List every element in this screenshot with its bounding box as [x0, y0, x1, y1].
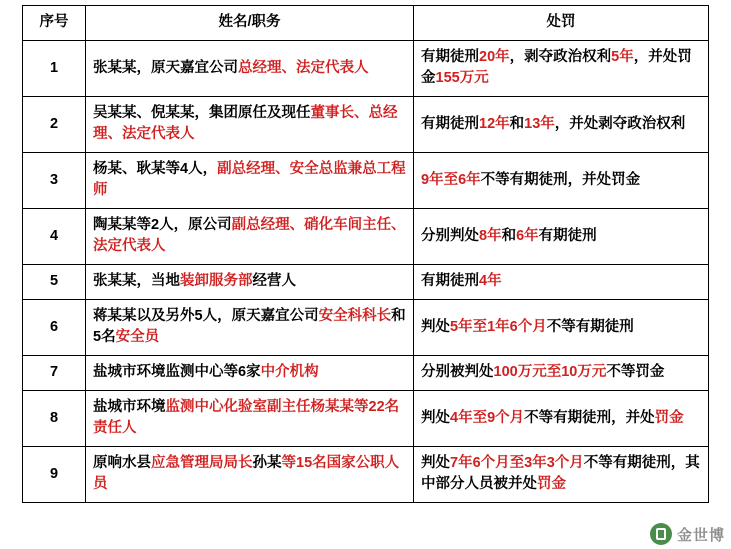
pen-segment: 判处 [421, 318, 450, 335]
row-penalty [414, 153, 709, 209]
row-index: 1 [23, 41, 86, 97]
name-segment: 等15名国家公职人员 [93, 455, 400, 493]
pen-segment: 和 [509, 115, 525, 132]
pen-segment: 5年至1年6个月 [450, 318, 547, 335]
pen-segment: 判处 [421, 409, 450, 426]
table-body [23, 41, 709, 503]
name-segment: 盐城市环境 [93, 399, 166, 416]
row-index: 6 [23, 300, 86, 356]
column-header-name-position: 姓名/职务 [86, 6, 414, 41]
row-index: 4 [23, 209, 86, 265]
row-index: 5 [23, 265, 86, 300]
pen-segment: 不等罚金 [606, 364, 665, 381]
name-segment: 安全员 [115, 329, 160, 346]
pen-segment: 不等有期徒刑，并处罚金 [480, 171, 641, 188]
pen-segment: 6年 [516, 227, 539, 244]
pen-segment: ，并处剥夺政治权利 [554, 115, 686, 132]
pen-segment: 4年 [479, 273, 502, 290]
pen-segment: 分别判处 [421, 227, 479, 244]
table-row [23, 391, 709, 447]
table-row [23, 153, 709, 209]
book-icon [650, 523, 672, 545]
pen-segment: 罚金 [537, 476, 566, 493]
pen-segment: 7年6个月至3年3个月 [450, 455, 584, 472]
row-penalty [414, 265, 709, 300]
pen-segment: 不等有期徒刑，并处 [524, 409, 655, 426]
name-segment: 张某某，当地 [93, 273, 180, 290]
pen-segment: 9年至6年 [421, 171, 481, 188]
row-index: 9 [23, 447, 86, 503]
pen-segment: 判处 [421, 455, 450, 472]
name-segment: 盐城市环境监测中心等6家 [93, 364, 261, 381]
row-name-position [86, 356, 414, 391]
row-index: 2 [23, 97, 86, 153]
row-name-position [86, 97, 414, 153]
pen-segment: 有期徒刑 [421, 273, 479, 290]
pen-segment: 12年 [479, 115, 510, 132]
row-name-position [86, 447, 414, 503]
pen-segment: 100万元至10万元 [493, 364, 607, 381]
name-segment: 陶某某等2人，原公司 [93, 217, 232, 234]
table-row [23, 300, 709, 356]
column-header-index: 序号 [23, 6, 86, 41]
name-segment: 副总经理、安全总监兼总工程师 [93, 161, 406, 199]
name-segment: 总经理、法定代表人 [238, 59, 369, 76]
table-row [23, 41, 709, 97]
row-name-position [86, 41, 414, 97]
name-segment: 孙某 [252, 455, 282, 472]
row-name-position [86, 300, 414, 356]
pen-segment: 155万元 [435, 70, 489, 87]
row-penalty [414, 391, 709, 447]
table-header-row [23, 6, 709, 41]
row-penalty [414, 41, 709, 97]
pen-segment: 20年 [479, 49, 510, 66]
pen-segment: 有期徒刑 [538, 227, 597, 244]
row-penalty [414, 300, 709, 356]
row-penalty [414, 97, 709, 153]
name-segment: 张某某，原天嘉宜公司 [93, 59, 238, 76]
row-penalty [414, 447, 709, 503]
name-segment: 装卸服务部 [180, 273, 253, 290]
table-row [23, 447, 709, 503]
pen-segment: 13年 [524, 115, 555, 132]
penalty-table [22, 5, 709, 503]
name-segment: 董事长、总经理、法定代表人 [93, 105, 398, 143]
name-segment: 经营人 [252, 273, 296, 290]
name-segment: 和5名 [93, 308, 406, 346]
row-index: 7 [23, 356, 86, 391]
row-index: 3 [23, 153, 86, 209]
pen-segment: 分别被判处 [421, 364, 494, 381]
pen-segment: 5年 [611, 49, 634, 66]
penalty-table-container [22, 5, 708, 503]
name-segment: 杨某、耿某等4人， [93, 161, 218, 178]
table-row [23, 97, 709, 153]
row-index: 8 [23, 391, 86, 447]
table-row [23, 209, 709, 265]
watermark-label: 金世博 [676, 526, 725, 544]
row-name-position [86, 153, 414, 209]
name-segment: 蒋某某以及另外5人，原天嘉宜公司 [93, 308, 319, 325]
pen-segment: 和 [501, 227, 517, 244]
name-segment: 原响水县 [93, 455, 151, 472]
pen-segment: 有期徒刑 [421, 115, 479, 132]
pen-segment: 罚金 [654, 409, 684, 426]
name-segment: 中介机构 [260, 364, 319, 381]
pen-segment: 4年至9个月 [450, 409, 525, 426]
table-header [23, 6, 709, 41]
row-penalty [414, 209, 709, 265]
row-penalty [414, 356, 709, 391]
row-name-position [86, 391, 414, 447]
table-row [23, 356, 709, 391]
column-header-penalty: 处罚 [414, 6, 709, 41]
name-segment: 应急管理局局长 [151, 455, 253, 472]
table-row [23, 265, 709, 300]
watermark [650, 523, 725, 545]
pen-segment: ，剥夺政治权利 [509, 49, 612, 66]
pen-segment: 不等有期徒刑，其中部分人员被并处 [421, 455, 700, 493]
pen-segment: 不等有期徒刑 [546, 318, 634, 335]
pen-segment: ，并处罚金 [421, 49, 692, 87]
name-segment: 安全科科长 [318, 308, 392, 325]
row-name-position [86, 209, 414, 265]
row-name-position [86, 265, 414, 300]
pen-segment: 8年 [479, 227, 502, 244]
name-segment: 副总经理、硝化车间主任、法定代表人 [93, 217, 406, 255]
name-segment: 监测中心化验室副主任杨某某等22名责任人 [93, 399, 400, 437]
pen-segment: 有期徒刑 [421, 49, 479, 66]
name-segment: 吴某某、倪某某，集团原任及现任 [93, 105, 311, 122]
